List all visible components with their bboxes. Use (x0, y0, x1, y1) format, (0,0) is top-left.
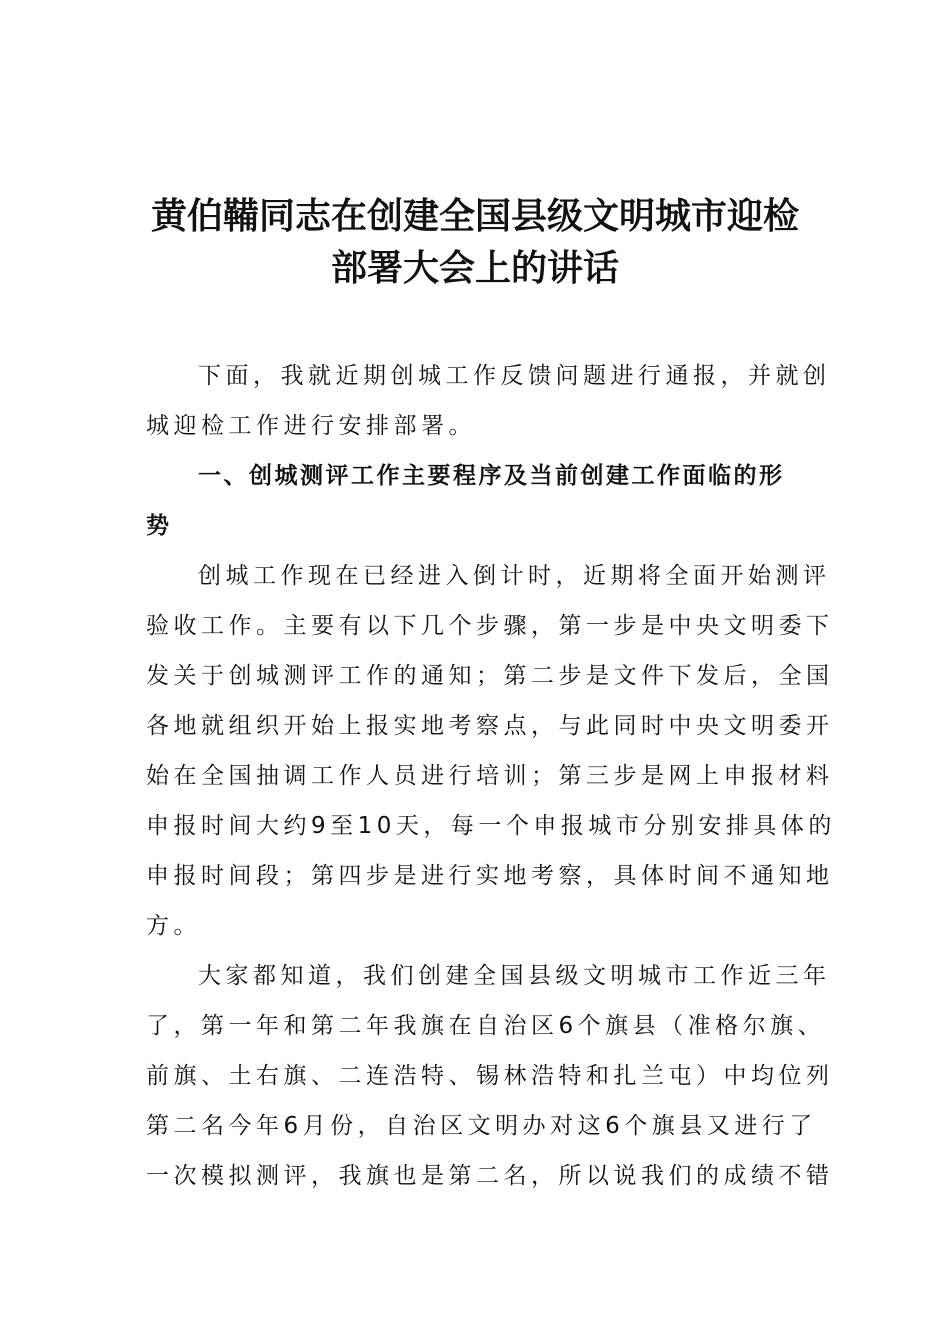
text-line: 了，第一年和第二年我旗在自治区6个旗县（准格尔旗、 (146, 1013, 826, 1039)
text-line: 验收工作。主要有以下几个步骤，第一步是中央文明委下 (146, 613, 834, 639)
paragraph-ranking (146, 951, 834, 1201)
text-line: 方。 (146, 913, 201, 939)
text-line: 下面，我就近期创城工作反馈问题进行通报，并就创 (198, 363, 831, 389)
text-line: 始在全国抽调工作人员进行培训；第三步是网上申报材料 (146, 763, 834, 789)
paragraph-intro (146, 351, 831, 451)
paragraph-procedure (146, 551, 836, 951)
text-line: 各地就组织开始上报实地考察点，与此同时中央文明委开 (146, 713, 834, 739)
text-line: 前旗、土右旗、二连浩特、锡林浩特和扎兰屯）中均位列 (146, 1063, 834, 1089)
heading-line: 一、创城测评工作主要程序及当前创建工作面临的形 (198, 463, 785, 489)
title-line-1: 黄伯鞴同志在创建全国县级文明城市迎检 (150, 195, 799, 237)
document-title (120, 190, 830, 294)
text-line: 申报时间大约9至10天，每一个申报城市分别安排具体的 (146, 813, 836, 839)
text-line: 城迎检工作进行安排部署。 (146, 413, 476, 439)
title-line-2: 部署大会上的讲话 (330, 247, 619, 289)
text-line: 发关于创城测评工作的通知；第二步是文件下发后，全国 (146, 663, 834, 689)
text-line: 创城工作现在已经进入倒计时，近期将全面开始测评 (198, 563, 831, 589)
text-line: 一次模拟测评，我旗也是第二名，所以说我们的成绩不错 (146, 1163, 834, 1189)
text-line: 大家都知道，我们创建全国县级文明城市工作近三年 (198, 963, 831, 989)
document-body (146, 351, 836, 1201)
text-line: 申报时间段；第四步是进行实地考察，具体时间不通知地 (146, 863, 834, 889)
section-heading (146, 451, 806, 551)
heading-line: 势 (146, 513, 172, 539)
text-line: 第二名今年6月份，自治区文明办对这6个旗县又进行了 (146, 1113, 817, 1139)
